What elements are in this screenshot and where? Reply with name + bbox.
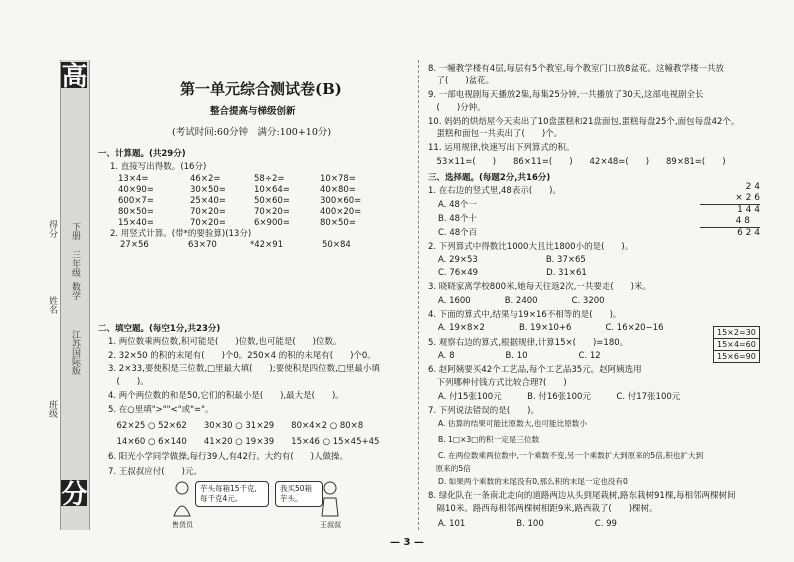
calc-cell: 10×64= (254, 185, 290, 195)
side-class-label: 班级 (47, 400, 57, 418)
choice-item: A. 付15张100元 B. 付16张100元 C. 付17张100元 (438, 392, 681, 402)
choice-item: A. 19×8×2 B. 19×10+6 C. 16×20−16 (438, 323, 664, 333)
fill-blank-item: 8. 一幢教学楼有4层,每层有5个教室,每个教室门口放8盆花。这幢教学楼一共放 (428, 64, 724, 74)
fill-blank-item: ( )分钟。 (428, 103, 486, 113)
fill-blank-item: 2. 32×50 的积的末尾有( )个0。250×4 的积的末尾有( )个0。 (108, 351, 376, 361)
choice-item: A. 29×53 B. 37×65 (438, 255, 586, 265)
section1-q2: 2. 用竖式计算。(带*的要验算)(13分) (110, 229, 252, 239)
choice-item: A. 1600 B. 2400 C. 3200 (438, 296, 605, 306)
seller-figure-icon (170, 480, 194, 520)
side-score-label: 得分 (47, 220, 57, 238)
choice-item: B. 48个十 (438, 214, 478, 224)
section1-q1: 1. 直接写出得数。(16分) (110, 162, 207, 172)
calc-line-1: 2 4 (745, 182, 760, 192)
choice-item: 3. 晓晓家离学校800米,她每天往返2次,一共要走( )米。 (428, 282, 651, 292)
side-grade: 三年级 (70, 250, 80, 277)
side-char-top: 高 (57, 62, 87, 88)
calc-cell: 6×900= (254, 218, 290, 228)
fill-blank-item: 3. 2×33,要使积是三位数,□里最大填( );要使积是四位数,□里最小填 (108, 364, 380, 374)
calc-cell: 10×78= (320, 174, 356, 184)
calc-cell: 40×90= (118, 185, 154, 195)
fill-blank-item: 53×11=( ) 86×11=( ) 42×48=( ) 89×81=( ) (428, 157, 726, 167)
fill-blank-item: 1. 两位数乘两位数,积可能是( )位数,也可能是( )位数。 (108, 337, 342, 347)
section2-heading: 二、填空题。(每空1分,共23分) (98, 324, 221, 334)
fill-blank-item: 5. 在○里填">""<"或"="。 (108, 405, 214, 415)
choice-item: A. 101 B. 100 C. 99 (438, 519, 617, 529)
fill-blank-item: 14×60 ○ 6×140 41×20 ○ 19×39 15×46 ○ 15×45+45 (108, 437, 380, 447)
choice-item: D. 如果两个乘数的末尾没有0,那么积的末尾一定也没有0 (438, 477, 628, 486)
vertical-calc-3: *42×91 (250, 240, 284, 250)
exam-info: (考试时间:60分钟 满分:100+10分) (172, 127, 332, 138)
choice-item: A. 8 B. 10 C. 12 (438, 351, 601, 361)
calc-cell: 70×20= (254, 207, 290, 217)
choice-item: C. 76×49 D. 31×61 (438, 268, 587, 278)
fill-blank-item: 6. 阳光小学同学做操,每行39人,有42行。大约有( )人做操。 (108, 452, 348, 462)
pattern-row-1: 15×2=30 (714, 327, 760, 339)
calc-line-2: × 2 6 (735, 193, 760, 203)
calc-cell: 400×20= (320, 207, 362, 217)
calc-line-5: 6 2 4 (700, 227, 760, 239)
calc-cell: 13×4= (118, 174, 149, 184)
buyer-label: 王叔叔 (320, 521, 341, 529)
speech-bubble-seller: 芋头每箱15千克,每千克4元。 (195, 481, 269, 507)
choice-item: 2. 下列算式中得数比1000大且比1800小的是( )。 (428, 242, 634, 252)
calc-cell: 70×20= (190, 218, 226, 228)
page-subtitle: 整合提高与梯级创新 (210, 106, 296, 117)
page-title: 第一单元综合测试卷(B) (180, 80, 342, 98)
choice-item: A. 48个一 (438, 200, 477, 210)
calc-cell: 46×2= (190, 174, 221, 184)
page-number: — 3 — (390, 537, 424, 548)
seller-label: 售货员 (172, 521, 193, 529)
pattern-table (713, 326, 760, 363)
section3-heading: 三、选择题。(每题2分,共16分) (428, 173, 551, 183)
vertical-multiplication (700, 182, 760, 239)
fill-blank-item: ( )。 (108, 377, 149, 387)
choice-item: 8. 绿化队在一条南北走向的道路两边从头到尾栽树,路东栽树91棵,每相邻两棵树间 (428, 491, 736, 501)
choice-item: 下列哪种付钱方式比较合理?( ) (428, 378, 567, 388)
fill-blank-item: 62×25 ○ 52×62 30×30 ○ 31×29 80×4×2 ○ 80×8 (108, 421, 364, 431)
vertical-calc-4: 50×84 (322, 240, 351, 250)
calc-cell: 80×50= (320, 218, 356, 228)
calc-cell: 600×7= (118, 196, 154, 206)
calc-cell: 80×50= (118, 207, 154, 217)
choice-item: A. 估算的结果可能比原数大,也可能比原数小 (438, 419, 587, 428)
calc-cell: 15×40= (118, 218, 154, 228)
choice-item: 7. 下列说法错误的是( )。 (428, 406, 539, 416)
choice-item: B. 1□×3□的积一定是三位数 (438, 435, 540, 444)
choice-item: 原来的5倍 (428, 464, 471, 473)
calc-cell: 300×60= (320, 196, 362, 206)
fill-blank-item: 了( )盆花。 (428, 76, 495, 86)
choice-item: C. 在两位数乘两位数中,一个乘数不变,另一个乘数扩大到原来的5倍,积也扩大到 (438, 451, 704, 460)
calc-cell: 40×80= (320, 185, 356, 195)
fill-blank-item: 10. 妈妈的烘焙屋今天卖出了10盘蛋糕和21盘面包,蛋糕每盘25个,面包每盘42个。 (428, 117, 740, 127)
calc-line-3: 1 4 4 (700, 204, 760, 216)
calc-cell: 70×20= (190, 207, 226, 217)
choice-item: 1. 在右边的竖式里,48表示( )。 (428, 186, 561, 196)
fill-blank-item: 4. 两个两位数的和是50,它们的积最小是( ),最大是( )。 (108, 391, 344, 401)
calc-cell: 50×60= (254, 196, 290, 206)
calc-line-4: 4 8 (735, 216, 750, 226)
choice-item: 6. 赵阿姨要买42个工艺品,每个工艺品35元。赵阿姨选用 (428, 365, 642, 375)
choice-item: 5. 观察右边的算式,根据规律,计算15×( )=180。 (428, 338, 629, 348)
side-subject: 数学 (70, 282, 80, 300)
side-name-label: 姓名 (47, 296, 57, 314)
calc-cell: 30×50= (190, 185, 226, 195)
calc-cell: 58÷2= (254, 174, 285, 184)
fill-blank-item: 9. 一部电视剧每天播放2集,每集25分钟,一共播放了30天,这部电视剧全长 (428, 90, 704, 100)
fill-blank-item: 蛋糕和面包一共卖出了( )个。 (428, 129, 563, 139)
column-divider (418, 60, 420, 530)
side-char-bottom: 分 (57, 480, 87, 506)
section1-heading: 一、计算题。(共29分) (98, 149, 186, 159)
pattern-row-2: 15×4=60 (714, 339, 760, 351)
choice-item: 隔10米。路西每相邻两棵树相距9米,路西栽了( )棵树。 (428, 504, 658, 514)
vertical-calc-2: 63×70 (188, 240, 217, 250)
fill-blank-item: 7. 王叔叔应付( )元。 (108, 467, 202, 477)
side-volume: 下册 (70, 222, 80, 240)
fill-blank-item: 11. 运用规律,快速写出下列算式的积。 (428, 143, 575, 153)
calc-cell: 25×40= (190, 196, 226, 206)
buyer-figure-icon (318, 480, 342, 520)
vertical-calc-1: 27×56 (120, 240, 149, 250)
speech-bubble-buyer: 我买50箱芋头。 (275, 481, 323, 507)
pattern-row-3: 15×6=90 (714, 351, 760, 363)
choice-item: 4. 下面的算式中,结果与19×16不相等的是( )。 (428, 310, 622, 320)
side-school: 江苏国际版 (70, 330, 80, 375)
choice-item: C. 48个百 (438, 228, 478, 238)
